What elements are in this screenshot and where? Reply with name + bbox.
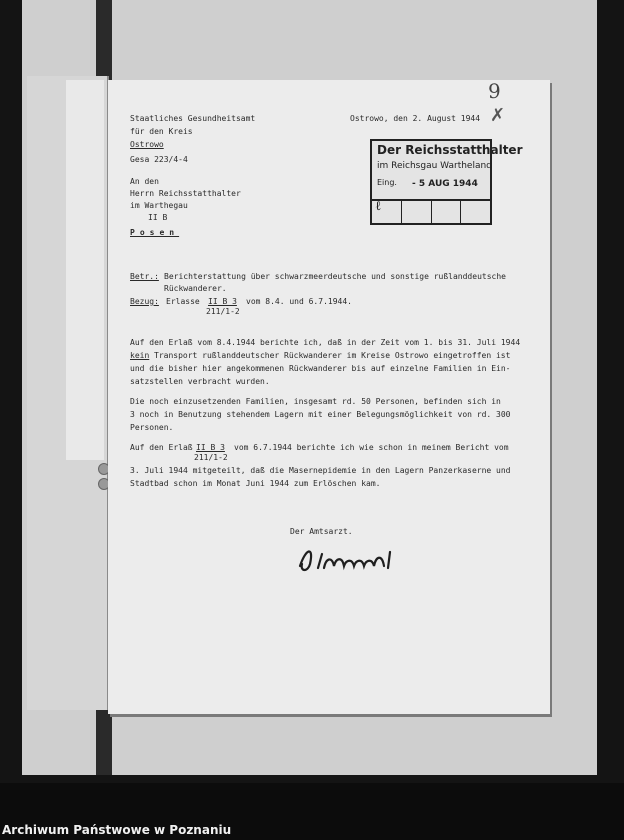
stamp-cell — [461, 201, 490, 223]
archive-label: Archiwum Państwowe w Poznaniu — [2, 823, 232, 837]
paragraph-line: Stadtbad schon im Monat Juni 1944 zum Erlöschen kam. — [130, 479, 381, 488]
page-number: 9 — [488, 79, 501, 103]
paragraph-line: satzstellen verbracht wurden. — [130, 377, 270, 386]
paragraph-line: Die noch einzusetzenden Familien, insgesamt rd. 50 Personen, befinden sich in — [130, 397, 501, 406]
subject-text: Rückwanderer. — [164, 284, 227, 293]
stamp-line: im Reichsgau Wartheland — [377, 161, 492, 171]
paragraph-line: Transport rußlanddeutscher Rückwanderer im Kreise Ostrowo eingetroffen ist — [154, 351, 511, 360]
subject-label: Betr.: — [130, 272, 159, 281]
signature — [296, 542, 406, 576]
paragraph-number: II B 3 — [196, 443, 225, 452]
regarding-suffix: vom 8.4. und 6.7.1944. — [246, 297, 352, 306]
stamp-received-label: Eing. — [377, 178, 397, 187]
archive-footer — [0, 783, 624, 840]
sender-line: für den Kreis — [130, 127, 193, 136]
paragraph-line: Auf den Erlaß vom 8.4.1944 berichte ich, daß in der Zeit vom 1. bis 31. Juli 1944 — [130, 338, 521, 347]
stamp-mark: ℓ — [375, 199, 382, 214]
sender-line: Staatliches Gesundheitsamt — [130, 114, 256, 123]
folder-tab — [66, 80, 104, 460]
paragraph-line: Personen. — [130, 423, 174, 432]
regarding-label: Bezug: — [130, 297, 159, 306]
check-mark: ✗ — [490, 105, 506, 126]
signature-stroke — [300, 551, 390, 570]
paragraph-line: und die bisher hier angekommenen Rückwanderer bis auf einzelne Familien in Ein- — [130, 364, 511, 373]
sender-line: Ostrowo — [130, 140, 164, 149]
recipient-line: im Warthegau — [130, 201, 188, 210]
regarding-subnumber: 211/1-2 — [206, 307, 240, 316]
stamp-grid — [372, 199, 490, 223]
regarding-prefix: Erlasse — [166, 297, 200, 306]
closing-title: Der Amtsarzt. — [290, 527, 353, 536]
reference-number: Gesa 223/4-4 — [130, 155, 188, 164]
paragraph-line: vom 6.7.1944 berichte ich wie schon in meinem Bericht vom — [234, 443, 509, 452]
recipient-city: Posen — [130, 228, 180, 237]
stamp-cell — [432, 201, 462, 223]
paragraph-subnumber: 211/1-2 — [194, 453, 228, 462]
stamp-line: Der Reichsstatthalter — [377, 143, 523, 157]
letter-page — [108, 80, 550, 714]
place-date: Ostrowo, den 2. August 1944 — [350, 114, 481, 123]
paragraph-line: 3. Juli 1944 mitgeteilt, daß die Masernepidemie in den Lagern Panzerkaserne und — [130, 466, 511, 475]
receipt-stamp — [370, 139, 523, 225]
stamp-cell — [372, 201, 402, 223]
recipient-line: An den — [130, 177, 159, 186]
recipient-line: II B — [148, 213, 168, 222]
regarding-number: II B 3 — [208, 297, 237, 306]
paragraph-prefix: Auf den Erlaß — [130, 443, 193, 452]
recipient-line: Herrn Reichsstatthalter — [130, 189, 241, 198]
subject-text: Berichterstattung über schwarzmeerdeutsche und sonstige rußlanddeutsche — [164, 272, 506, 281]
stamp-cell — [402, 201, 432, 223]
stamp-received-date: - 5 AUG 1944 — [412, 179, 478, 189]
paragraph-line: 3 noch in Benutzung stehendem Lagern mit einer Belegungsmöglichkeit von rd. 300 — [130, 410, 511, 419]
paragraph-keyword: kein — [130, 351, 150, 360]
